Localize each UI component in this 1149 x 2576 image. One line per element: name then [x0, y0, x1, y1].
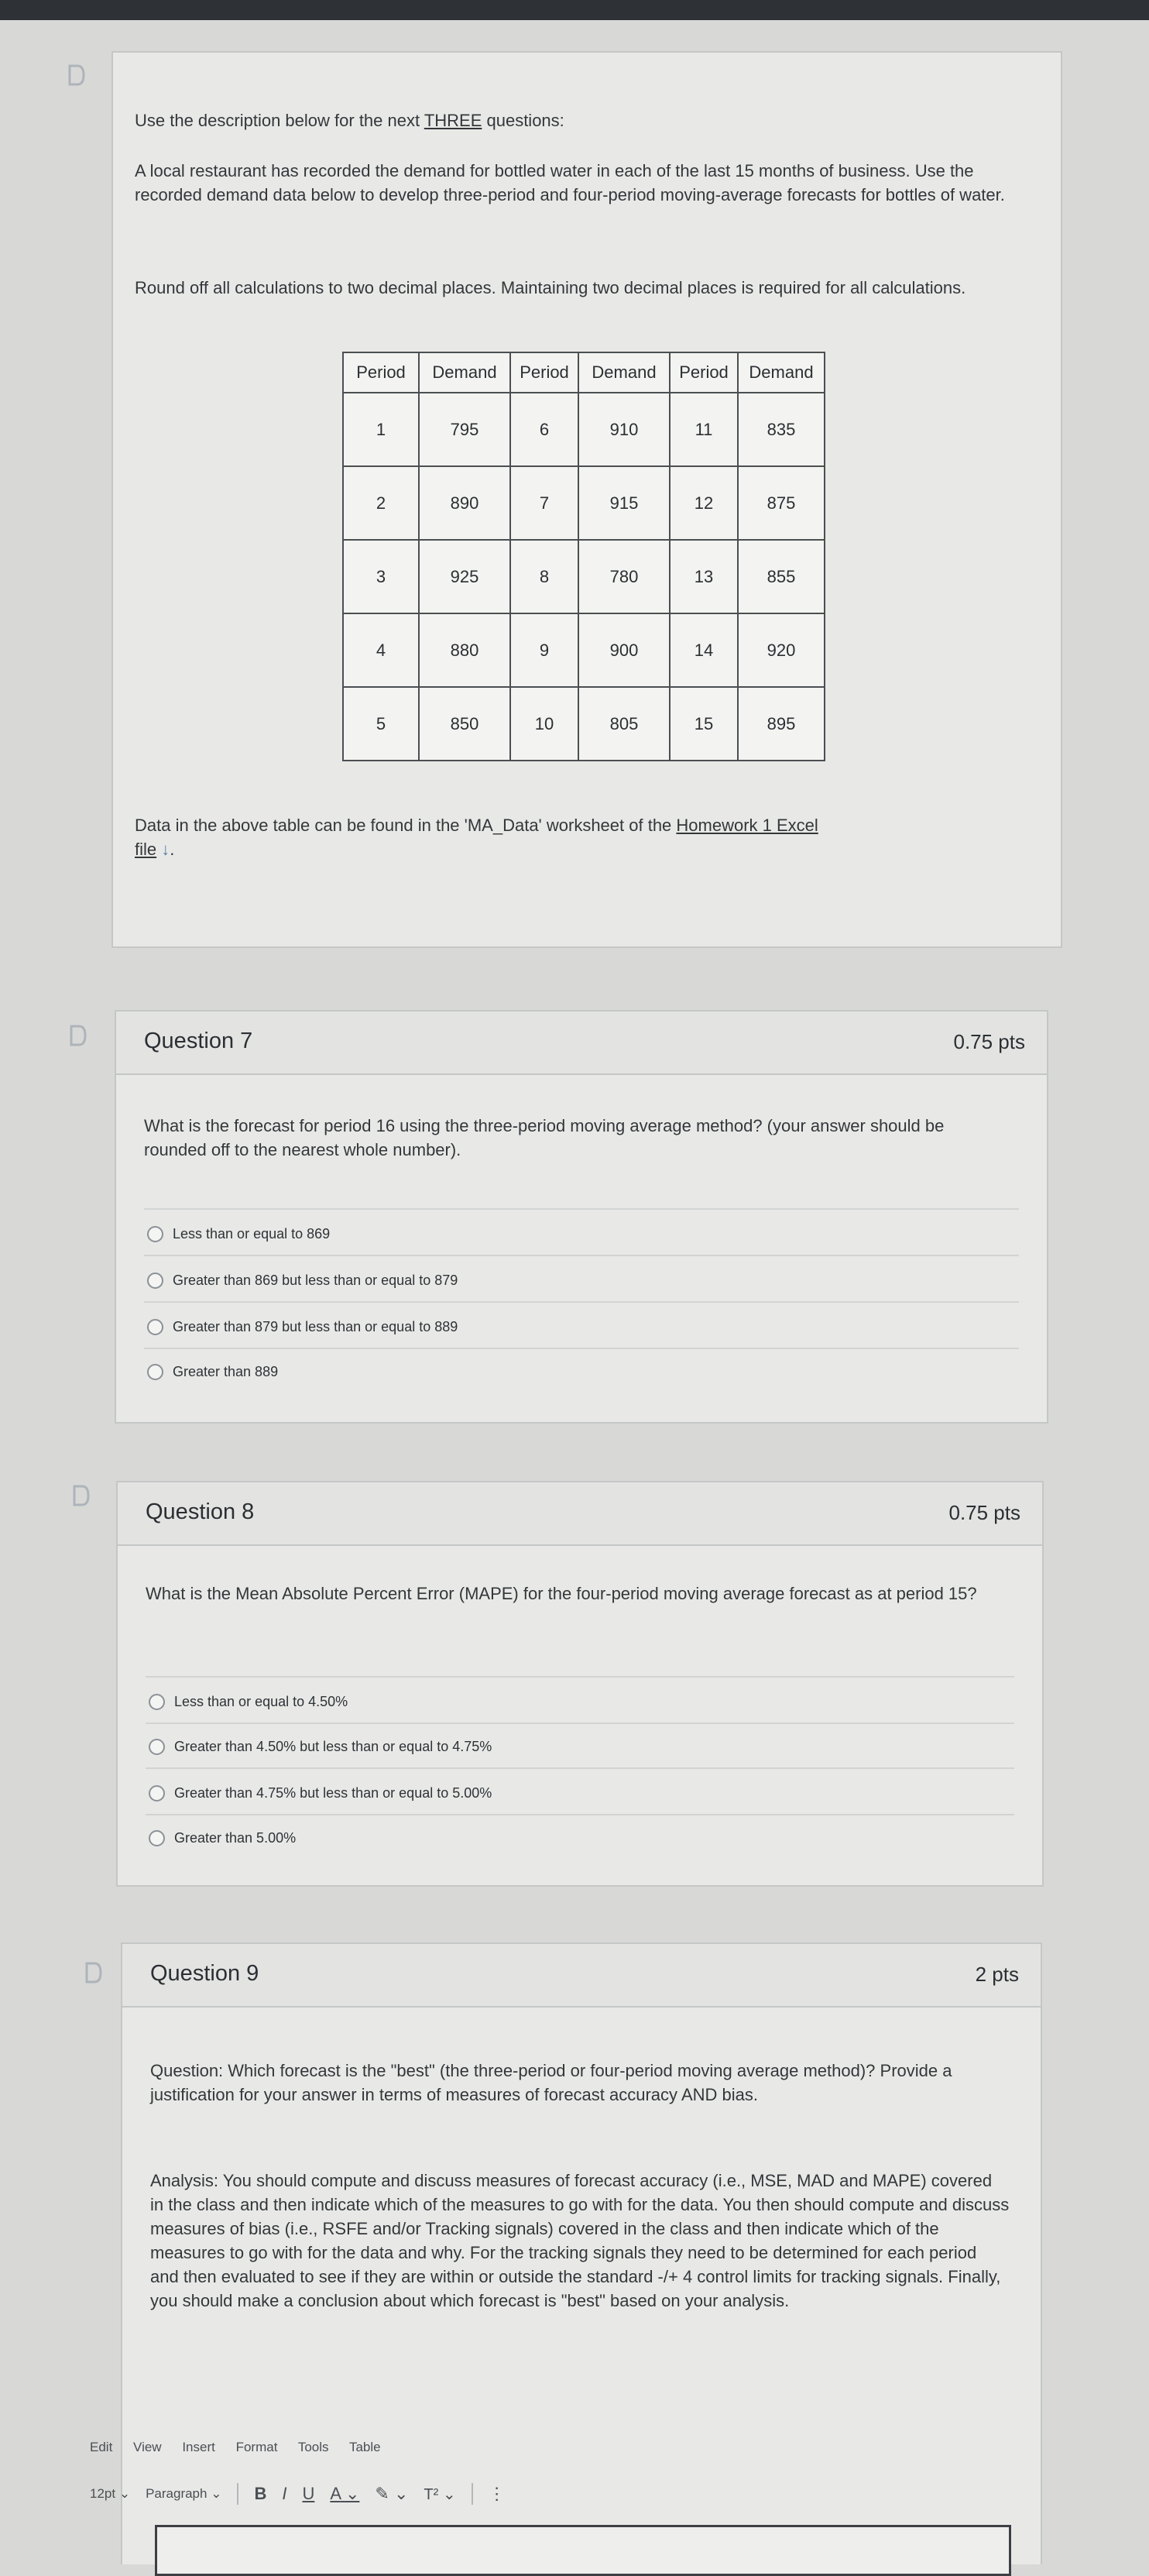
menu-table[interactable]: Table: [348, 2440, 381, 2454]
table-header: Demand: [738, 352, 825, 393]
option-divider: [144, 1255, 1019, 1256]
answer-option[interactable]: [149, 1781, 492, 1805]
table-cell: 11: [670, 393, 738, 466]
flag-icon[interactable]: [67, 64, 87, 87]
question-text: What is the forecast for period 16 using the three-period moving average method? (your answer should be rounded off to the nearest whole number).: [144, 1116, 945, 1159]
menu-format[interactable]: Format: [235, 2440, 278, 2454]
chevron-down-icon: ⌄: [442, 2485, 456, 2503]
table-row: [343, 613, 825, 687]
question-header: [118, 1482, 1042, 1546]
radio-button[interactable]: [149, 1785, 165, 1801]
table-cell: 925: [419, 540, 510, 613]
highlight-color-button[interactable]: [375, 2484, 408, 2504]
demand-data-table: [342, 352, 825, 761]
option-divider: [146, 1814, 1014, 1815]
chevron-down-icon: ⌄: [118, 2486, 131, 2501]
table-cell: 15: [670, 687, 738, 761]
radio-button[interactable]: [147, 1364, 163, 1380]
question-analysis: Analysis: You should compute and discuss measures of forecast accuracy (i.e., MSE, MAD and MAPE) covered in the class and then indicate which of the measures to go with for the data. You then should compute and discuss measures of bias (i.e., RSFE and/or Tracking signals) covered in the class and then indicate which of the measures to go with for the data and why. For the tracking signals they need to be determined for each period and then evaluated to see if they are within or outside the standard -/+ 4 control limits for tracking signals. Finally, you should make a conclusion about which forecast is "best" based on your analysis.: [150, 2171, 1010, 2310]
intro-paragraph-description: A local restaurant has recorded the demand for bottled water in each of the last 15 months of business. Use the recorded demand data below to develop three-period and four-period moving-average forecasts for bottles of water.: [135, 161, 1005, 204]
table-cell: 910: [578, 393, 670, 466]
answer-option-label: Greater than 4.50% but less than or equal to 4.75%: [174, 1738, 492, 1754]
question-8-card: [116, 1481, 1044, 1887]
radio-button[interactable]: [147, 1273, 163, 1289]
radio-button[interactable]: [147, 1226, 163, 1242]
table-cell: 890: [419, 466, 510, 540]
question-7-card: [115, 1010, 1048, 1424]
option-divider: [146, 1676, 1014, 1678]
table-cell: 855: [738, 540, 825, 613]
table-cell: 875: [738, 466, 825, 540]
chevron-down-icon: ⌄: [211, 2486, 222, 2501]
superscript-button[interactable]: T² ⌄: [424, 2485, 456, 2503]
chevron-down-icon: ⌄: [393, 2484, 409, 2503]
table-cell: 7: [510, 466, 578, 540]
answer-option[interactable]: [149, 1690, 348, 1713]
excel-file-link-continued[interactable]: file: [135, 840, 157, 859]
bold-button[interactable]: B: [254, 2484, 267, 2503]
top-bar: [0, 0, 1149, 20]
table-cell: 895: [738, 687, 825, 761]
option-divider: [144, 1301, 1019, 1303]
menu-tools[interactable]: Tools: [297, 2440, 329, 2454]
answer-option[interactable]: [147, 1360, 278, 1383]
table-header: Period: [343, 352, 419, 393]
table-header: Demand: [419, 352, 510, 393]
toolbar-divider: [472, 2483, 473, 2505]
menu-insert[interactable]: Insert: [182, 2440, 215, 2454]
answer-text-editor[interactable]: [155, 2525, 1011, 2576]
highlight-icon: ✎: [375, 2484, 389, 2503]
flag-icon[interactable]: [84, 1961, 104, 1984]
option-divider: [144, 1348, 1019, 1349]
question-title: Question 8: [146, 1499, 255, 1524]
toolbar-divider: [237, 2483, 238, 2505]
table-cell: 14: [670, 613, 738, 687]
answer-option-label: Greater than 4.75% but less than or equal to 5.00%: [174, 1784, 492, 1801]
answer-option[interactable]: [147, 1315, 458, 1338]
table-row: [343, 466, 825, 540]
editor-menubar: [90, 2440, 398, 2455]
underline-button[interactable]: U: [302, 2484, 315, 2503]
italic-button[interactable]: I: [282, 2484, 287, 2503]
data-source-note: Data in the above table can be found in the 'MA_Data' worksheet of the Homework 1 Excel file ↓.: [135, 816, 818, 859]
option-divider: [146, 1767, 1014, 1769]
table-header: Period: [510, 352, 578, 393]
question-points: 0.75 pts: [953, 1030, 1025, 1053]
question-points: 0.75 pts: [948, 1501, 1020, 1524]
answer-option-label: Less than or equal to 869: [173, 1225, 331, 1242]
answer-option[interactable]: [149, 1735, 492, 1758]
answer-option-label: Less than or equal to 4.50%: [174, 1693, 348, 1709]
radio-button[interactable]: [149, 1739, 165, 1755]
flag-icon[interactable]: [71, 1484, 91, 1507]
answer-option-label: Greater than 869 but less than or equal to 879: [173, 1272, 458, 1288]
intro-paragraph-rounding: Round off all calculations to two decimal places. Maintaining two decimal places is required for all calculations.: [135, 278, 966, 297]
table-cell: 12: [670, 466, 738, 540]
table-cell: 9: [510, 613, 578, 687]
answer-option-label: Greater than 889: [173, 1363, 279, 1379]
table-cell: 900: [578, 613, 670, 687]
table-cell: 1: [343, 393, 419, 466]
option-divider: [146, 1722, 1014, 1724]
download-icon[interactable]: ↓: [161, 840, 170, 859]
text-color-button[interactable]: A ⌄: [330, 2484, 360, 2503]
table-cell: 3: [343, 540, 419, 613]
table-cell: 5: [343, 687, 419, 761]
table-cell: 850: [419, 687, 510, 761]
editor-toolbar: [90, 2482, 521, 2506]
table-cell: 13: [670, 540, 738, 613]
radio-button[interactable]: [149, 1694, 165, 1710]
question-title: Question 7: [144, 1029, 253, 1053]
table-row: [343, 540, 825, 613]
table-cell: 805: [578, 687, 670, 761]
question-header: [122, 1944, 1041, 2008]
block-format-select[interactable]: Paragraph ⌄: [146, 2486, 222, 2501]
answer-option[interactable]: [147, 1222, 330, 1245]
question-text: What is the Mean Absolute Percent Error (MAPE) for the four-period moving average forecast as at period 15?: [146, 1584, 977, 1603]
table-cell: 8: [510, 540, 578, 613]
more-options-icon[interactable]: ⋮: [488, 2484, 506, 2503]
menu-view[interactable]: View: [133, 2440, 162, 2454]
table-row: [343, 393, 825, 466]
table-header: Period: [670, 352, 738, 393]
question-text: Question: Which forecast is the "best" (the three-period or four-period moving average method)? Provide a justification for your answer in terms of measures of forecast accuracy AND bias.: [150, 2061, 952, 2104]
table-cell: 915: [578, 466, 670, 540]
table-cell: 780: [578, 540, 670, 613]
intro-heading: Use the description below for the next THREE questions:: [135, 111, 564, 130]
option-divider: [144, 1208, 1019, 1210]
table-header: Demand: [578, 352, 670, 393]
table-cell: 920: [738, 613, 825, 687]
table-cell: 795: [419, 393, 510, 466]
question-header: [116, 1012, 1047, 1075]
radio-button[interactable]: [147, 1319, 163, 1335]
table-cell: 6: [510, 393, 578, 466]
table-cell: 880: [419, 613, 510, 687]
question-9-card: [118, 1942, 1042, 2564]
question-title: Question 9: [150, 1961, 259, 1986]
table-cell: 4: [343, 613, 419, 687]
table-cell: 10: [510, 687, 578, 761]
answer-option[interactable]: [149, 1826, 296, 1850]
flag-icon[interactable]: [68, 1024, 88, 1047]
menu-edit[interactable]: Edit: [90, 2440, 113, 2454]
answer-option-label: Greater than 879 but less than or equal to 889: [173, 1318, 458, 1334]
font-size-select[interactable]: 12pt ⌄: [90, 2486, 131, 2501]
table-cell: 835: [738, 393, 825, 466]
answer-option-label: Greater than 5.00%: [174, 1829, 297, 1846]
radio-button[interactable]: [149, 1830, 165, 1846]
chevron-down-icon: ⌄: [345, 2484, 360, 2503]
excel-file-link[interactable]: Homework 1 Excel: [676, 816, 818, 835]
answer-option[interactable]: [147, 1269, 458, 1292]
table-row: [343, 687, 825, 761]
table-cell: 2: [343, 466, 419, 540]
question-points: 2 pts: [975, 1963, 1019, 1986]
